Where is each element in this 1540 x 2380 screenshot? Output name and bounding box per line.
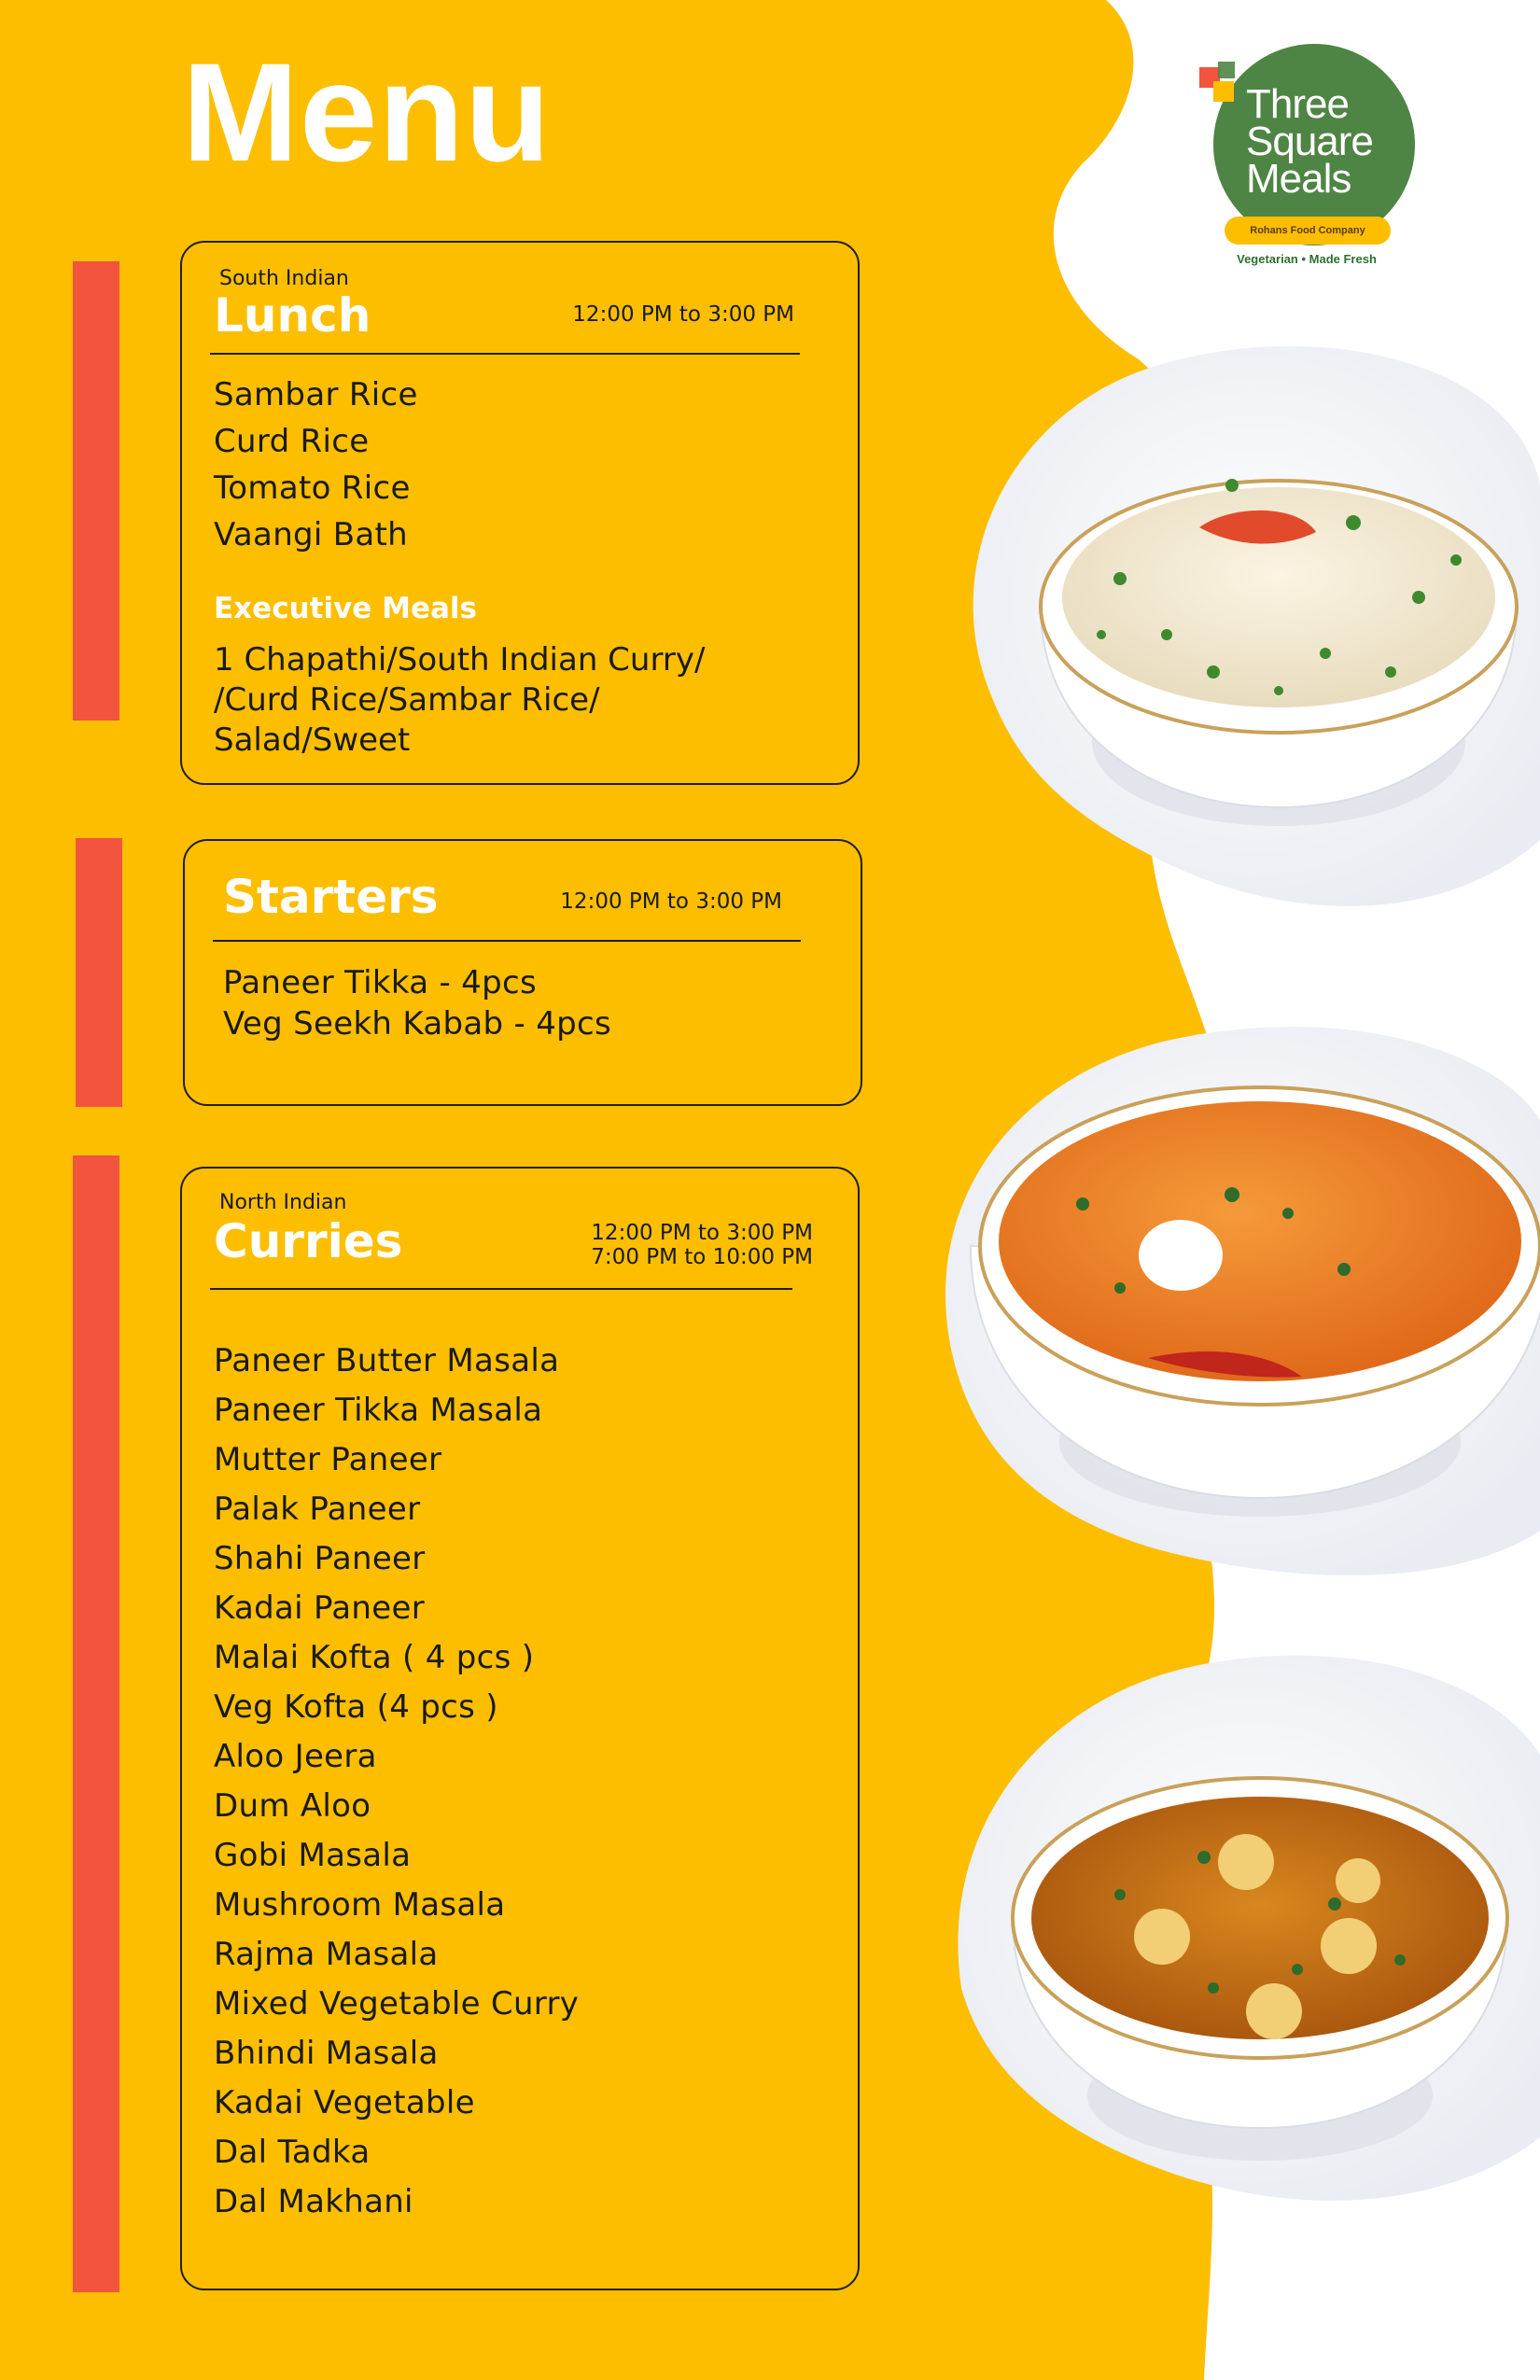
- list-item: Paneer Tikka - 4pcs: [223, 964, 537, 1001]
- executive-meals-title: Executive Meals: [214, 592, 477, 625]
- executive-meals-description: 1 Chapathi/South Indian Curry/ /Curd Rice/Sambar Rice/ Salad/Sweet: [214, 641, 706, 759]
- logo-line: Three: [1246, 81, 1349, 127]
- logo-wordmark: [1246, 81, 1433, 202]
- list-item: Paneer Tikka Masala: [214, 1392, 543, 1429]
- list-item: Mixed Vegetable Curry: [214, 1985, 580, 2023]
- list-item: Tomato Rice: [214, 469, 411, 507]
- list-item: Palak Paneer: [214, 1491, 421, 1528]
- list-item: Gobi Masala: [214, 1837, 412, 1874]
- lunch-time: 12:00 PM to 3:00 PM: [572, 302, 794, 327]
- page-title: Menu: [182, 34, 552, 190]
- list-item: Mushroom Masala: [214, 1886, 506, 1924]
- lunch-divider: [210, 353, 800, 355]
- list-item: Dum Aloo: [214, 1787, 371, 1825]
- starters-accent-bar: [76, 838, 122, 1107]
- curries-item-list: [214, 1337, 579, 2227]
- curries-subtitle: North Indian: [219, 1191, 347, 1214]
- lunch-card: [180, 241, 860, 785]
- starters-title: Starters: [223, 870, 439, 924]
- logo-tagline: Vegetarian • Made Fresh: [1237, 252, 1377, 266]
- lunch-item-list: [214, 371, 418, 558]
- logo-line: Square: [1246, 119, 1373, 164]
- starters-item-list: [223, 962, 611, 1044]
- logo-line: Meals: [1246, 156, 1351, 202]
- curries-divider: [210, 1288, 792, 1290]
- logo-company: Rohans Food Company: [1250, 225, 1365, 236]
- list-item: Sambar Rice: [214, 376, 418, 413]
- curries-time-dinner: 7:00 PM to 10:00 PM: [591, 1245, 813, 1269]
- lunch-title: Lunch: [214, 288, 371, 343]
- list-item: Curd Rice: [214, 423, 370, 460]
- lunch-accent-bar: [73, 261, 119, 721]
- starters-card: [183, 839, 862, 1106]
- list-item: Dal Tadka: [214, 2134, 371, 2171]
- list-item: Kadai Vegetable: [214, 2084, 475, 2121]
- list-item: Paneer Butter Masala: [214, 1342, 560, 1379]
- curries-time-lunch: 12:00 PM to 3:00 PM: [591, 1221, 813, 1245]
- list-item: Kadai Paneer: [214, 1589, 425, 1627]
- list-item: Veg Kofta (4 pcs ): [214, 1688, 498, 1726]
- list-item: Shahi Paneer: [214, 1540, 426, 1577]
- lunch-subtitle: South Indian: [219, 267, 349, 290]
- starters-time: 12:00 PM to 3:00 PM: [560, 889, 782, 914]
- curries-card: [180, 1167, 860, 2290]
- list-item: Dal Makhani: [214, 2183, 413, 2220]
- starters-divider: [213, 940, 801, 942]
- curries-accent-bar: [73, 1155, 119, 2292]
- list-item: Rajma Masala: [214, 1936, 439, 1973]
- list-item: Veg Seekh Kabab - 4pcs: [223, 1005, 612, 1043]
- list-item: Bhindi Masala: [214, 2035, 439, 2072]
- list-item: Malai Kofta ( 4 pcs ): [214, 1639, 535, 1676]
- list-item: Aloo Jeera: [214, 1738, 377, 1775]
- curries-title: Curries: [214, 1214, 403, 1268]
- list-item: Mutter Paneer: [214, 1441, 442, 1478]
- list-item: Vaangi Bath: [214, 516, 409, 553]
